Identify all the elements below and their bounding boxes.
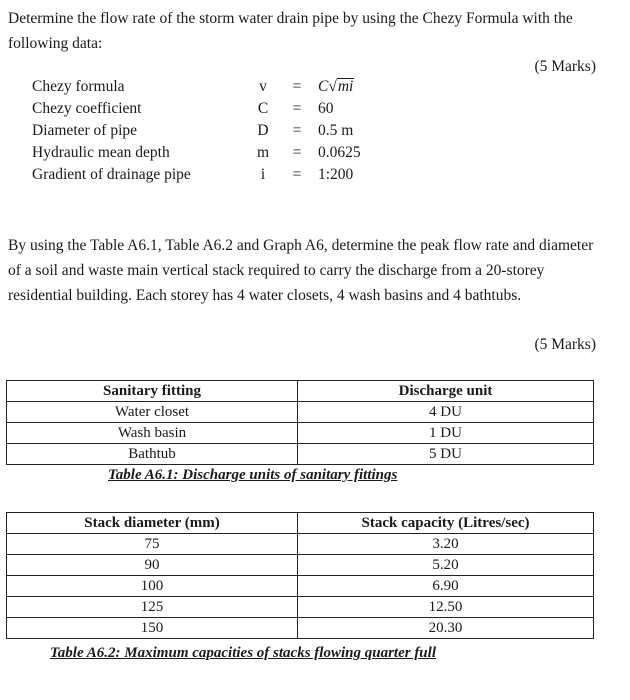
table-header-row: [7, 381, 594, 402]
table-cell: 90: [7, 555, 298, 576]
table-cell: 100: [7, 576, 298, 597]
data-label: Hydraulic mean depth: [32, 144, 170, 161]
table-a6-2-caption: Table A6.2: Maximum capacities of stacks flowing quarter full: [50, 645, 436, 661]
table-header: Discharge unit: [298, 381, 594, 402]
table-cell: 12.50: [298, 597, 594, 618]
data-symbol: m: [256, 144, 270, 161]
data-equals: =: [292, 78, 302, 95]
table-header: Stack capacity (Litres/sec): [298, 513, 594, 534]
table-cell: 4 DU: [298, 402, 594, 423]
data-symbol: D: [257, 122, 269, 139]
table-cell: 20.30: [298, 618, 594, 639]
table-cell: 150: [7, 618, 298, 639]
table-cell: 3.20: [298, 534, 594, 555]
data-value: 1:200: [318, 166, 354, 183]
table-cell: Wash basin: [7, 423, 298, 444]
table-cell: 1 DU: [298, 423, 594, 444]
table-row: [7, 618, 594, 639]
data-row: [32, 76, 361, 98]
data-equals: =: [292, 166, 302, 183]
data-label: Chezy formula: [32, 78, 125, 95]
data-equals: =: [292, 100, 302, 117]
table-cell: 75: [7, 534, 298, 555]
table-row: [7, 534, 594, 555]
discharge-units-table: [6, 380, 594, 465]
data-label: Diameter of pipe: [32, 122, 138, 139]
stack-capacity-table: [6, 512, 594, 639]
table-row: [7, 576, 594, 597]
table-cell: 125: [7, 597, 298, 618]
data-symbol: i: [260, 166, 266, 183]
data-row: [32, 142, 361, 164]
table-row: [7, 597, 594, 618]
table-cell: Water closet: [7, 402, 298, 423]
table-row: [7, 555, 594, 576]
data-symbol: v: [259, 78, 267, 95]
data-row: [32, 164, 361, 186]
table-header: Sanitary fitting: [7, 381, 298, 402]
table-row: [7, 402, 594, 423]
question-2-marks: (5 Marks): [534, 336, 596, 353]
table-a6-1-caption: Table A6.1: Discharge units of sanitary fittings: [108, 467, 398, 483]
question-2-text: By using the Table A6.1, Table A6.2 and Graph A6, determine the peak flow rate and diameter of a soil and waste main vertical stack required to carry the discharge from a 20-storey residential building. Each storey has 4 water closets, 4 wash basins and 4 bathtubs.: [8, 237, 594, 304]
table-row: [7, 423, 594, 444]
chezy-data-list: [32, 76, 361, 186]
table-cell: Bathtub: [7, 444, 298, 465]
table-cell: 6.90: [298, 576, 594, 597]
table-cell: 5 DU: [298, 444, 594, 465]
data-symbol: C: [257, 100, 269, 117]
data-value: 0.5 m: [318, 122, 354, 139]
chezy-formula-value: C√mi: [318, 78, 354, 95]
table-header-row: [7, 513, 594, 534]
table-cell: 5.20: [298, 555, 594, 576]
data-equals: =: [292, 122, 302, 139]
data-row: [32, 120, 361, 142]
data-value: 0.0625: [318, 144, 361, 161]
data-equals: =: [292, 144, 302, 161]
data-label: Gradient of drainage pipe: [32, 166, 191, 183]
data-value: 60: [318, 100, 334, 117]
data-row: [32, 98, 361, 120]
question-1-marks: (5 Marks): [534, 58, 596, 75]
table-row: [7, 444, 594, 465]
question-1-text: Determine the flow rate of the storm water drain pipe by using the Chezy Formula with the following data:: [8, 10, 573, 52]
table-header: Stack diameter (mm): [7, 513, 298, 534]
data-label: Chezy coefficient: [32, 100, 142, 117]
